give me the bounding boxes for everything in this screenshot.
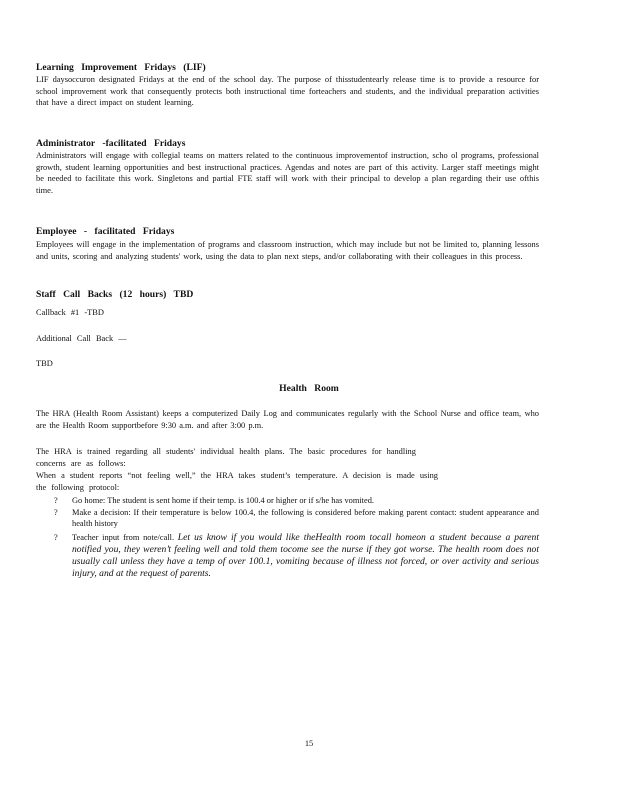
callback-1: Callback #1 -TBD <box>36 308 104 317</box>
lif-heading: Learning Improvement Fridays (LIF) <box>36 62 206 73</box>
additional-callback: Additional Call Back — <box>36 334 127 343</box>
list-item <box>36 532 539 581</box>
health-heading: Health Room <box>279 383 339 394</box>
health-para1: The HRA (Health Room Assistant) keeps a computerized Daily Log and communicates regularly with the School Nurse and office team, who are the Health Room supportbefore 9:30 a.m. and after 3:00 p.m. <box>36 409 539 430</box>
bullet-go-home: Go home: The student is sent home if their temp. is 100.4 or higher or if s/he has vomited. <box>72 496 374 505</box>
bullet-teacher-input: Teacher input from note/call. <box>72 532 175 542</box>
bullet-mark: ? <box>54 532 58 542</box>
health-para2-line3: When a student reports “not feeling well,” the HRA takes student’s temperature. A decision is made using <box>36 471 438 480</box>
bullet-mark: ? <box>54 496 58 505</box>
health-para2-line4: the following protocol: <box>36 483 120 492</box>
admin-heading: Administrator -facilitated Fridays <box>36 138 186 149</box>
lif-body: LIF daysoccuron designated Fridays at the end of the school day. The purpose of thisstudentearly release time is to provide a resource for school improvement work that consequently protects both instructional time forteachers and students, and the individual preparation activities that have a direct impact on student learning. <box>36 75 539 108</box>
admin-body: Administrators will engage with collegial teams on matters related to the continuous improvementof instruction, scho ol programs, professional growth, student learning opportunities and best instructional practices. Agendas and notes are part of this activity. Larger staff meetings might be needed to facilitate this work. Singletons and partial FTE staff will work with their principal to develop a plan regarding their use ofthis time. <box>36 151 539 195</box>
bullet-make-decision: Make a decision: If their temperature is below 100.4, the following is considered before making parent contact: student appearance and health history <box>72 507 539 529</box>
protocol-list <box>36 495 539 581</box>
list-item <box>36 495 539 507</box>
list-item <box>36 507 539 530</box>
health-para2-line2: concerns are as follows: <box>36 459 126 468</box>
callbacks-heading: Staff Call Backs (12 hours) TBD <box>36 289 194 300</box>
bullet-mark: ? <box>54 507 58 517</box>
employee-body: Employees will engage in the implementation of programs and classroom instruction, which may include but not be limited to, planning lessons and units, scoring and analyzing students' work, using the data to plan next steps, and/or collaborating with their colleagues in this process. <box>36 240 539 261</box>
employee-heading: Employee - facilitated Fridays <box>36 226 175 237</box>
page-number: 15 <box>304 739 314 748</box>
bullet-teacher-input-note: Let us know if you would like theHealth room tocall homeon a student because a parent notified you, they weren’t feeling well and told them tocome see the nurse if they got worse. The health room does not usually call unless they have a temp of over 100.1, vomiting because of illness not forced, or over activity and serious injury, and at the request of parents. <box>72 531 539 580</box>
callback-tbd: TBD <box>36 359 53 368</box>
health-para2-line1: The HRA is trained regarding all students' individual health plans. The basic procedures for handling <box>36 447 416 456</box>
